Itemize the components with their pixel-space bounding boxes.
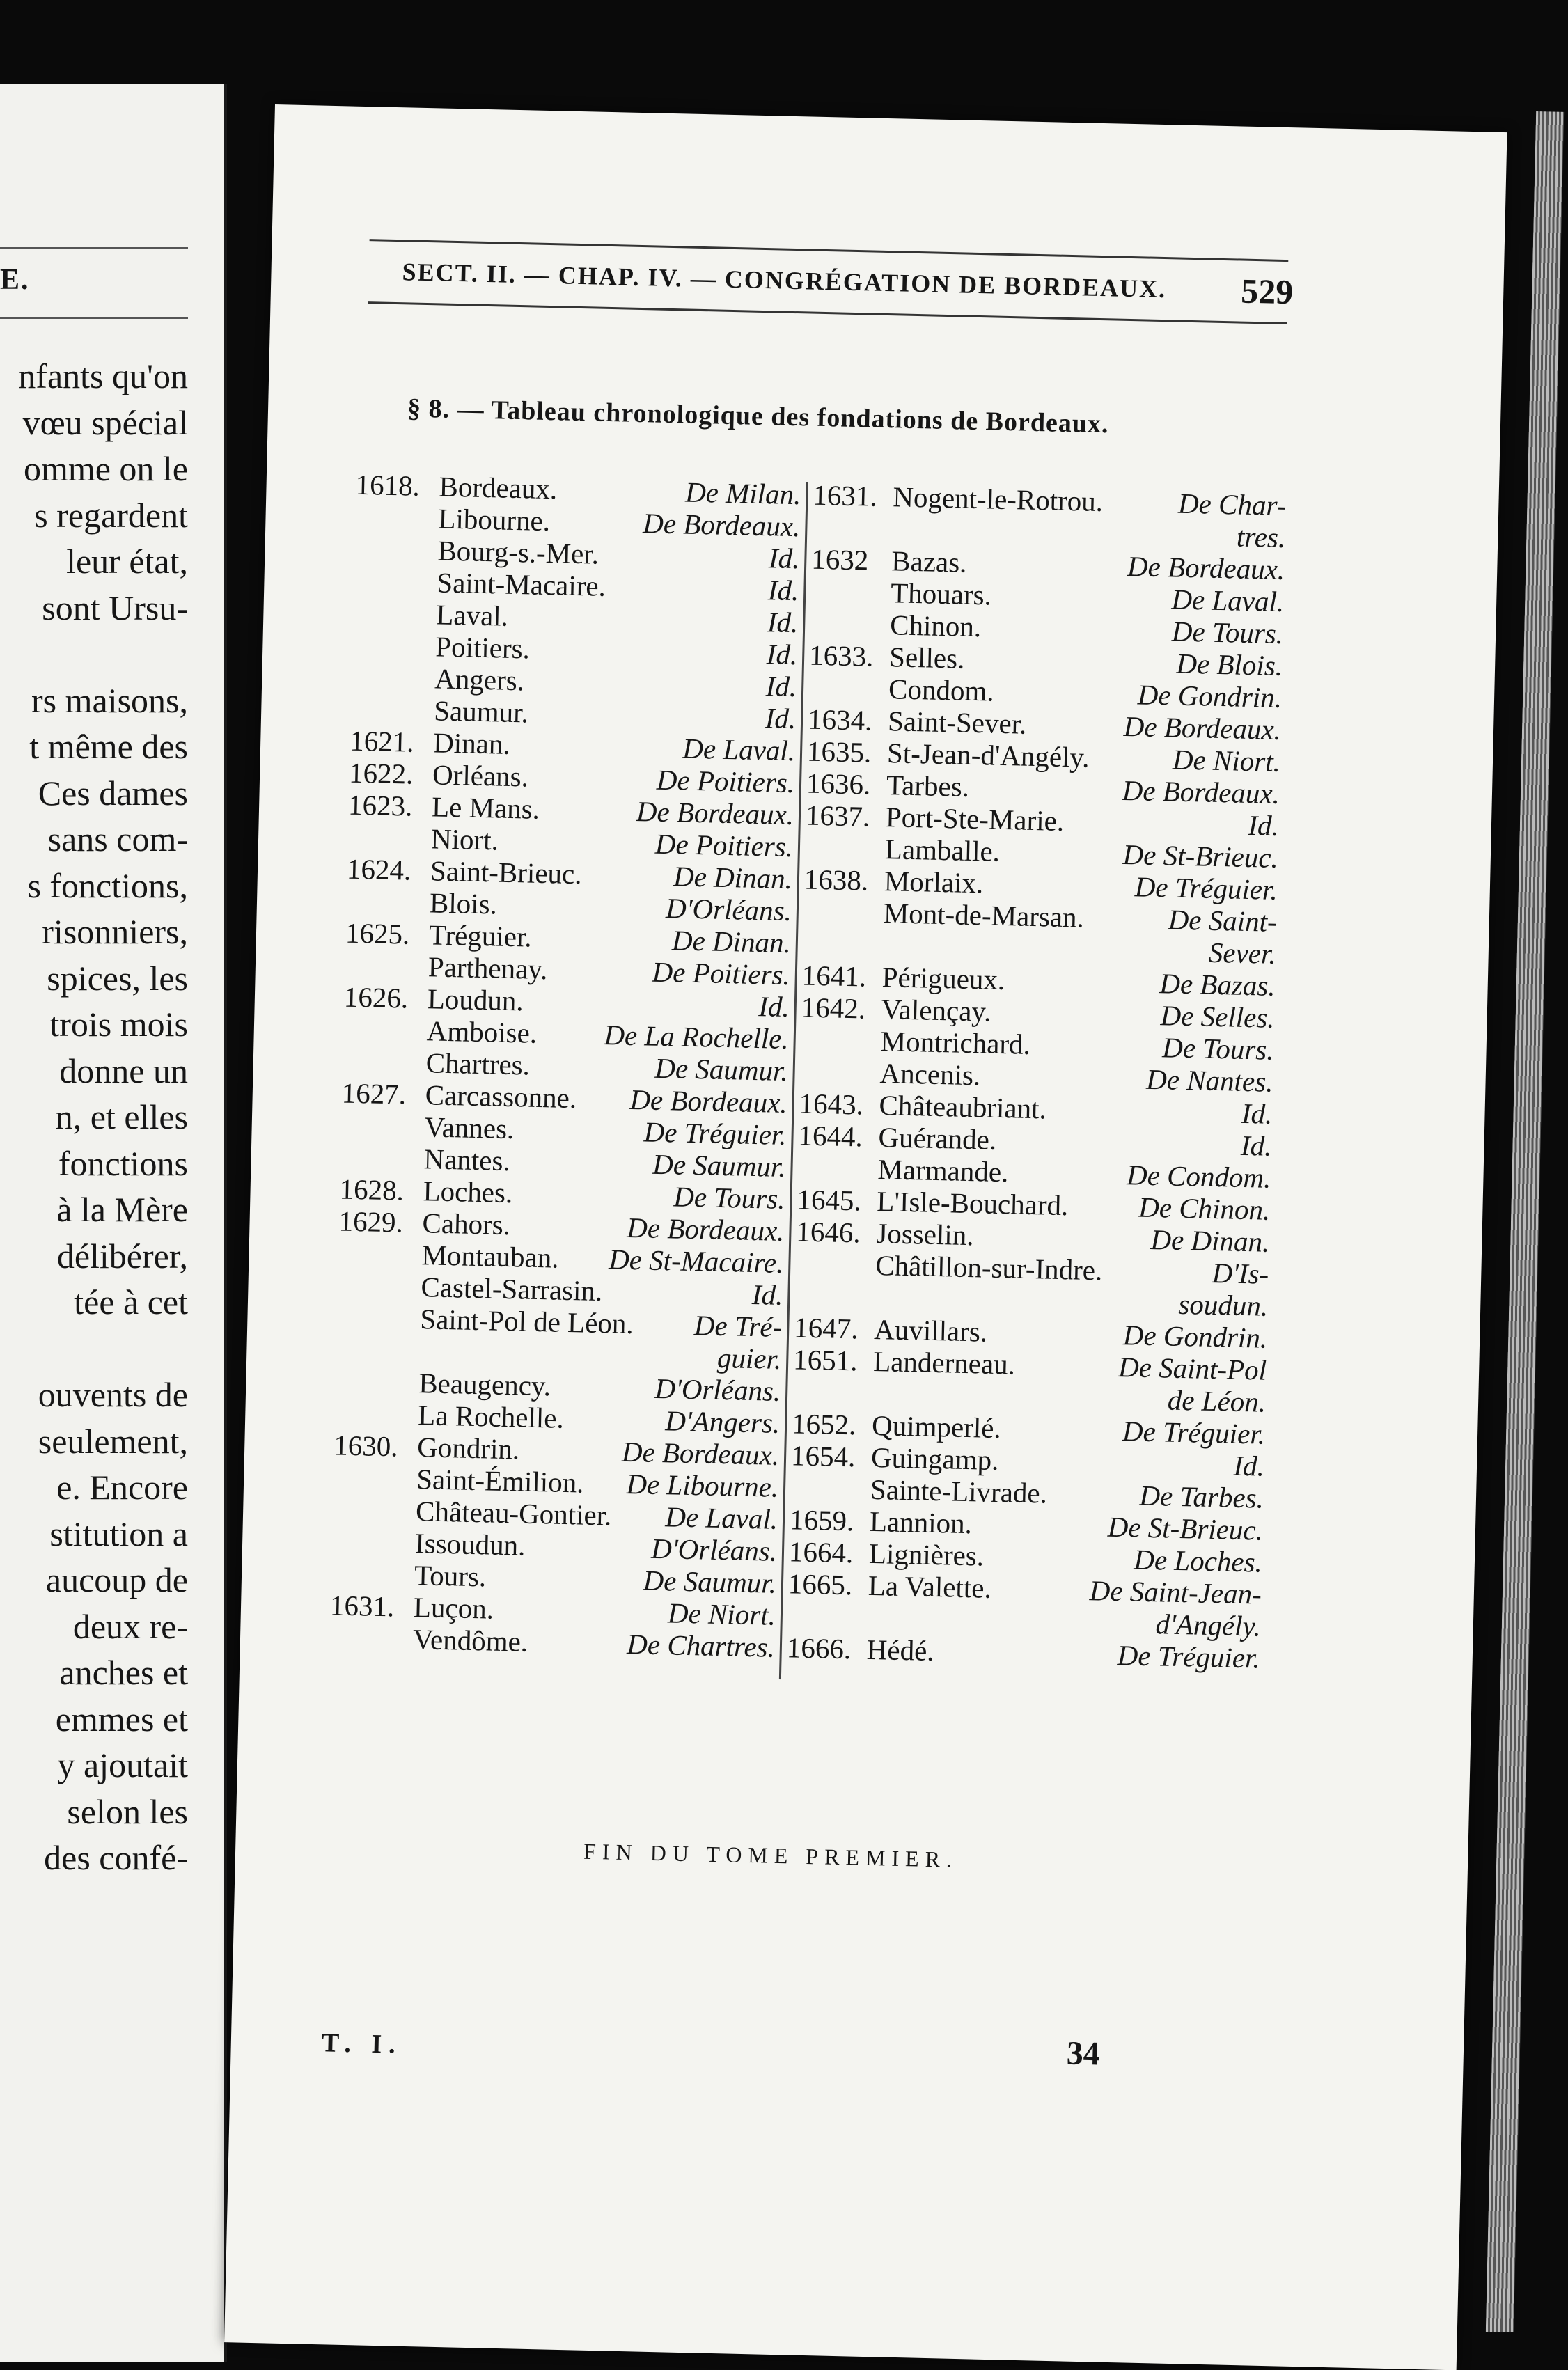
foundation-year: 1647. — [793, 1311, 859, 1345]
foundation-place: Nantes. — [423, 1143, 511, 1177]
foundation-year: 1626. — [343, 980, 409, 1014]
facing-page-line: leur état, — [66, 542, 188, 581]
foundation-source: De Saint- — [1168, 903, 1278, 938]
foundation-source: De Saumur. — [643, 1564, 777, 1599]
foundation-source: De Niort. — [667, 1596, 776, 1631]
foundation-place: Saint-Sever. — [887, 705, 1027, 740]
foundation-source: de Léon. — [1167, 1383, 1267, 1418]
foundation-place: Sainte-Livrade. — [870, 1473, 1048, 1509]
foundation-place: La Rochelle. — [417, 1399, 565, 1434]
foundation-place: Tarbes. — [886, 769, 970, 803]
foundation-place: Tréguier. — [428, 918, 533, 953]
facing-page-line: stitution a — [49, 1514, 188, 1553]
foundation-year: 1636. — [806, 767, 871, 801]
foundation-place: Ancenis. — [879, 1057, 981, 1092]
facing-page-rule-top — [0, 247, 188, 249]
foundation-source: De Laval. — [682, 732, 796, 767]
foundation-source: De Chinon. — [1138, 1191, 1271, 1226]
facing-page-line: seulement, — [38, 1421, 188, 1461]
foundation-source: De Niort. — [1172, 743, 1281, 778]
foundation-source: De Gondrin. — [1137, 678, 1283, 714]
facing-page-line: t même des — [29, 727, 188, 766]
foundation-place: Vannes. — [424, 1111, 515, 1145]
signature-mark: T. I. — [321, 2028, 403, 2059]
foundation-year: 1634. — [807, 703, 872, 737]
facing-page-line: tée à cet — [74, 1282, 188, 1321]
foundation-place: Périgueux. — [881, 961, 1005, 996]
foundation-year: 1629. — [338, 1204, 404, 1239]
foundation-year: 1631. — [812, 478, 878, 512]
foundation-source: De Tours. — [1161, 1031, 1275, 1066]
foundation-year: 1628. — [339, 1172, 405, 1207]
foundation-source: guier. — [716, 1341, 782, 1375]
foundation-source: De Libourne. — [626, 1467, 779, 1503]
foundation-place: Saint-Macaire. — [436, 566, 606, 602]
book-page — [224, 104, 1507, 2370]
foundation-year: 1622. — [348, 756, 414, 790]
foundation-source: De Poitiers. — [656, 763, 795, 799]
foundation-source: Id. — [768, 542, 800, 575]
foundation-place: Condom. — [888, 673, 995, 707]
foundation-source: De La Rochelle. — [604, 1019, 790, 1055]
foundation-source: De Loches. — [1133, 1543, 1263, 1578]
foundation-year: 1644. — [798, 1119, 863, 1153]
foundation-place: Carcassonne. — [425, 1078, 577, 1115]
foundation-source: De Bordeaux. — [1123, 709, 1282, 746]
foundation-place: Amboise. — [426, 1014, 538, 1049]
foundation-year: 1659. — [789, 1503, 854, 1537]
foundation-source: D'Orléans. — [650, 1532, 778, 1567]
foundation-year: 1638. — [803, 863, 869, 897]
foundation-source: De Gondrin. — [1122, 1319, 1268, 1354]
foundation-place: Lamballe. — [884, 833, 1001, 868]
foundation-year: 1618. — [355, 468, 421, 502]
foundation-place: Lannion. — [869, 1505, 973, 1540]
foundation-source: De St-Macaire. — [608, 1243, 784, 1279]
foundation-source: De Char- — [1177, 487, 1287, 522]
foundation-place: Saint-Pol de Léon. — [419, 1303, 634, 1340]
foundation-source: De Tréguier. — [1122, 1415, 1266, 1450]
foundation-source: Id. — [1240, 1129, 1272, 1162]
foundation-source: De Tours. — [1171, 615, 1284, 650]
foundation-source: Id. — [1233, 1449, 1265, 1482]
foundation-place: Bordeaux. — [439, 470, 558, 505]
end-of-volume-note: FIN DU TOME PREMIER. — [583, 1838, 959, 1872]
foundation-source: De Tré- — [693, 1309, 783, 1343]
foundation-source: De Dinan. — [671, 924, 792, 959]
foundation-source: De Tours. — [673, 1180, 786, 1216]
foundation-source: De Bordeaux. — [636, 795, 794, 831]
foundation-source: D'Orléans. — [654, 1372, 781, 1407]
foundation-place: Castel-Sarrasin. — [421, 1271, 603, 1308]
foundation-source: Id. — [766, 638, 798, 671]
foundation-source: De Condom. — [1126, 1159, 1271, 1194]
facing-page-line: risonniers, — [42, 912, 188, 951]
facing-page-line: à la Mère — [56, 1190, 188, 1229]
foundation-source: d'Angély. — [1155, 1608, 1262, 1642]
foundation-place: Hédé. — [866, 1633, 935, 1667]
foundation-source: Id. — [758, 990, 790, 1023]
foundation-source: De St-Brieuc. — [1122, 838, 1279, 874]
foundation-year: 1624. — [346, 852, 411, 886]
foundation-source: De Tréguier. — [1117, 1639, 1261, 1674]
foundation-place: Saumur. — [433, 694, 529, 729]
facing-page-line: spices, les — [47, 958, 188, 998]
facing-page-line: Ces dames — [38, 773, 188, 813]
foundation-place: Issoudun. — [414, 1527, 526, 1562]
foundation-place: Bourg-s.-Mer. — [437, 534, 599, 570]
foundation-source: D'Angers. — [664, 1404, 781, 1439]
foundation-year: 1623. — [347, 788, 413, 822]
foundation-place: Parthenay. — [428, 950, 548, 986]
header-rule-top — [370, 239, 1289, 262]
foundation-source: De Tréguier. — [643, 1115, 787, 1152]
facing-page-line: rs maisons, — [31, 680, 188, 720]
facing-page-line: emmes et — [55, 1699, 188, 1739]
foundation-place: La Valette. — [868, 1569, 992, 1604]
facing-page-line: anches et — [59, 1653, 188, 1692]
facing-page — [0, 84, 227, 2362]
foundation-place: Quimperlé. — [871, 1408, 1002, 1445]
foundation-place: Josselin. — [875, 1217, 975, 1252]
foundation-source: De Bordeaux. — [626, 1211, 785, 1248]
foundation-source: De Milan. — [684, 476, 802, 511]
foundation-source: De Selles. — [1160, 999, 1276, 1034]
facing-page-line: nfants qu'on — [18, 356, 188, 395]
facing-page-line: n, et elles — [55, 1097, 188, 1136]
foundation-place: Bazas. — [891, 544, 968, 579]
foundation-year: 1645. — [796, 1183, 862, 1217]
foundation-year: 1637. — [805, 799, 870, 833]
foundation-source: Id. — [765, 702, 797, 735]
page-number: 529 — [1240, 271, 1294, 312]
foundation-place: Angers. — [434, 662, 525, 697]
foundation-source: De Nantes. — [1145, 1062, 1274, 1098]
facing-page-line: sont Ursu- — [42, 588, 188, 627]
foundation-source: De Bordeaux. — [1122, 774, 1280, 810]
foundation-year: 1664. — [788, 1535, 854, 1569]
foundation-place: Niort. — [430, 822, 499, 856]
foundation-place: L'Isle-Bouchard. — [876, 1185, 1069, 1222]
foundation-source: De Saumur. — [652, 1147, 787, 1184]
foundation-year: 1654. — [790, 1439, 856, 1473]
facing-page-line: aucoup de — [45, 1560, 188, 1599]
foundation-year: 1625. — [345, 916, 410, 950]
facing-page-line: vœu spécial — [22, 402, 188, 442]
foundation-source: tres. — [1236, 520, 1286, 554]
foundation-source: soudun. — [1178, 1287, 1269, 1322]
foundation-place: Tours. — [414, 1559, 487, 1593]
foundation-place: Libourne. — [438, 502, 551, 537]
foundation-year: 1642. — [801, 991, 866, 1025]
facing-page-line: trois mois — [49, 1005, 188, 1044]
foundation-source: De Tréguier. — [1134, 870, 1278, 906]
foundation-place: Landerneau. — [872, 1344, 1016, 1381]
foundation-source: D'Orléans. — [665, 892, 792, 927]
foundation-source: De Poitiers. — [654, 827, 794, 863]
foundation-place: Selles. — [888, 641, 965, 675]
foundation-place: Gondrin. — [416, 1431, 520, 1466]
foundation-place: St-Jean-d'Angély. — [886, 737, 1090, 774]
foundation-place: Cahors. — [422, 1207, 511, 1241]
foundation-year: 1621. — [349, 724, 415, 758]
facing-page-line: omme on le — [23, 449, 188, 488]
foundation-source: De Saint-Pol — [1118, 1350, 1267, 1386]
foundation-year: 1632 — [810, 542, 869, 576]
foundation-year: 1643. — [799, 1087, 864, 1121]
foundation-place: Nogent-le-Rotrou. — [892, 480, 1104, 518]
facing-page-line: s regardent — [34, 495, 188, 535]
foundation-source: De Saumur. — [654, 1051, 789, 1088]
foundation-place: Saint-Brieuc. — [430, 854, 583, 890]
foundation-source: De Bordeaux. — [621, 1435, 780, 1471]
foundation-source: De Tarbes. — [1139, 1479, 1264, 1514]
header-rule-bottom — [368, 301, 1287, 324]
sheet-number: 34 — [1066, 2034, 1101, 2073]
foundation-place: Marmande. — [877, 1153, 1009, 1188]
foundations-column-left — [329, 469, 801, 1663]
foundation-place: Saint-Émilion. — [416, 1463, 585, 1499]
facing-page-line: y ajoutait — [57, 1745, 188, 1784]
foundation-source: De Laval. — [664, 1500, 778, 1535]
facing-page-line: deux re- — [72, 1606, 188, 1646]
foundation-year: 1627. — [341, 1076, 407, 1111]
facing-page-line: des confé- — [44, 1838, 188, 1877]
foundation-year: 1646. — [795, 1215, 861, 1249]
foundation-place: Montrichard. — [880, 1025, 1031, 1060]
foundations-column-right — [786, 479, 1286, 1674]
foundation-source: Id. — [751, 1278, 783, 1311]
foundation-place: Guérande. — [878, 1121, 997, 1156]
foundation-source: De Saint-Jean- — [1089, 1574, 1262, 1610]
foundation-place: Laval. — [435, 598, 509, 632]
foundation-year: 1631. — [329, 1589, 395, 1623]
foundation-place: Auvillars. — [873, 1312, 988, 1348]
foundation-source: Id. — [1241, 1097, 1273, 1130]
foundation-source: De Chartres. — [626, 1628, 776, 1663]
foundation-place: Blois. — [429, 886, 498, 920]
foundation-place: Valençay. — [881, 993, 992, 1028]
foundation-place: Orléans. — [432, 758, 529, 793]
foundation-place: Port-Ste-Marie. — [885, 801, 1065, 837]
foundation-year: 1651. — [792, 1343, 859, 1377]
foundation-place: Poitiers. — [434, 630, 531, 665]
foundation-source: Id. — [767, 574, 799, 607]
running-header — [402, 257, 1294, 312]
foundation-source: Id. — [1247, 808, 1280, 842]
foundation-source: De Bazas. — [1159, 967, 1276, 1002]
foundation-place: Le Mans. — [431, 790, 540, 825]
foundation-place: Luçon. — [413, 1591, 494, 1625]
section-title: § 8. — Tableau chronologique des fondations de Bordeaux. — [407, 393, 1109, 439]
foundation-source: Id. — [767, 606, 799, 639]
foundation-place: Châtillon-sur-Indre. — [875, 1249, 1103, 1287]
foundation-place: Dinan. — [432, 726, 511, 760]
facing-page-line: e. Encore — [56, 1468, 188, 1507]
facing-page-line: s fonctions, — [27, 865, 188, 905]
facing-page-line: délibérer, — [56, 1236, 188, 1276]
foundation-source: De Dinan. — [673, 860, 793, 895]
foundation-year: 1641. — [801, 959, 867, 993]
foundation-source: De Poitiers. — [652, 955, 791, 991]
foundation-place: Beaugency. — [418, 1367, 551, 1402]
foundation-place: Lignières. — [868, 1537, 985, 1572]
foundation-source: De Dinan. — [1150, 1223, 1270, 1258]
foundation-place: Montauban. — [421, 1239, 560, 1274]
foundation-source: De Laval. — [1170, 583, 1285, 618]
foundation-place: Chinon. — [889, 609, 982, 643]
foundation-place: Loches. — [423, 1175, 513, 1209]
foundation-place: Thouars. — [890, 576, 992, 611]
foundation-place: Mont-de-Marsan. — [883, 897, 1085, 934]
facing-page-line: donne un — [59, 1051, 188, 1090]
facing-page-header: E. — [0, 264, 30, 296]
foundation-year: 1652. — [791, 1407, 856, 1441]
foundation-source: D'Is- — [1212, 1256, 1269, 1290]
facing-page-line: selon les — [67, 1791, 188, 1831]
foundation-source: De St-Brieuc. — [1107, 1510, 1264, 1546]
foundation-place: Chartres. — [425, 1046, 531, 1081]
foundation-place: Château-Gontier. — [415, 1495, 612, 1532]
foundation-place: Châteaubriant. — [879, 1089, 1047, 1125]
facing-page-line: fonctions — [58, 1143, 188, 1183]
foundation-source: De Bordeaux. — [1127, 549, 1285, 586]
foundation-source: Sever. — [1208, 936, 1277, 970]
foundation-year: 1633. — [808, 638, 875, 673]
foundation-source: De Bordeaux. — [642, 507, 801, 543]
foundation-year: 1635. — [806, 735, 872, 769]
foundation-year: 1630. — [333, 1429, 399, 1463]
facing-page-rule-bottom — [0, 317, 188, 319]
foundation-source: De Bordeaux. — [629, 1083, 788, 1120]
facing-page-line: ouvents de — [38, 1375, 188, 1414]
facing-page-line: sans com- — [47, 819, 188, 858]
foundation-source: De Blois. — [1176, 647, 1283, 682]
foundation-place: Guingamp. — [870, 1441, 999, 1477]
foundation-place: Loudun. — [427, 982, 524, 1017]
foundation-source: Id. — [765, 670, 797, 703]
running-title: SECT. II. — CHAP. IV. — CONGRÉGATION DE BORDEAUX. — [402, 258, 1167, 304]
foundation-place: Morlaix. — [884, 865, 984, 900]
foundation-year: 1666. — [786, 1631, 852, 1665]
foundation-year: 1665. — [787, 1567, 853, 1601]
foundation-place: Vendôme. — [412, 1623, 528, 1658]
